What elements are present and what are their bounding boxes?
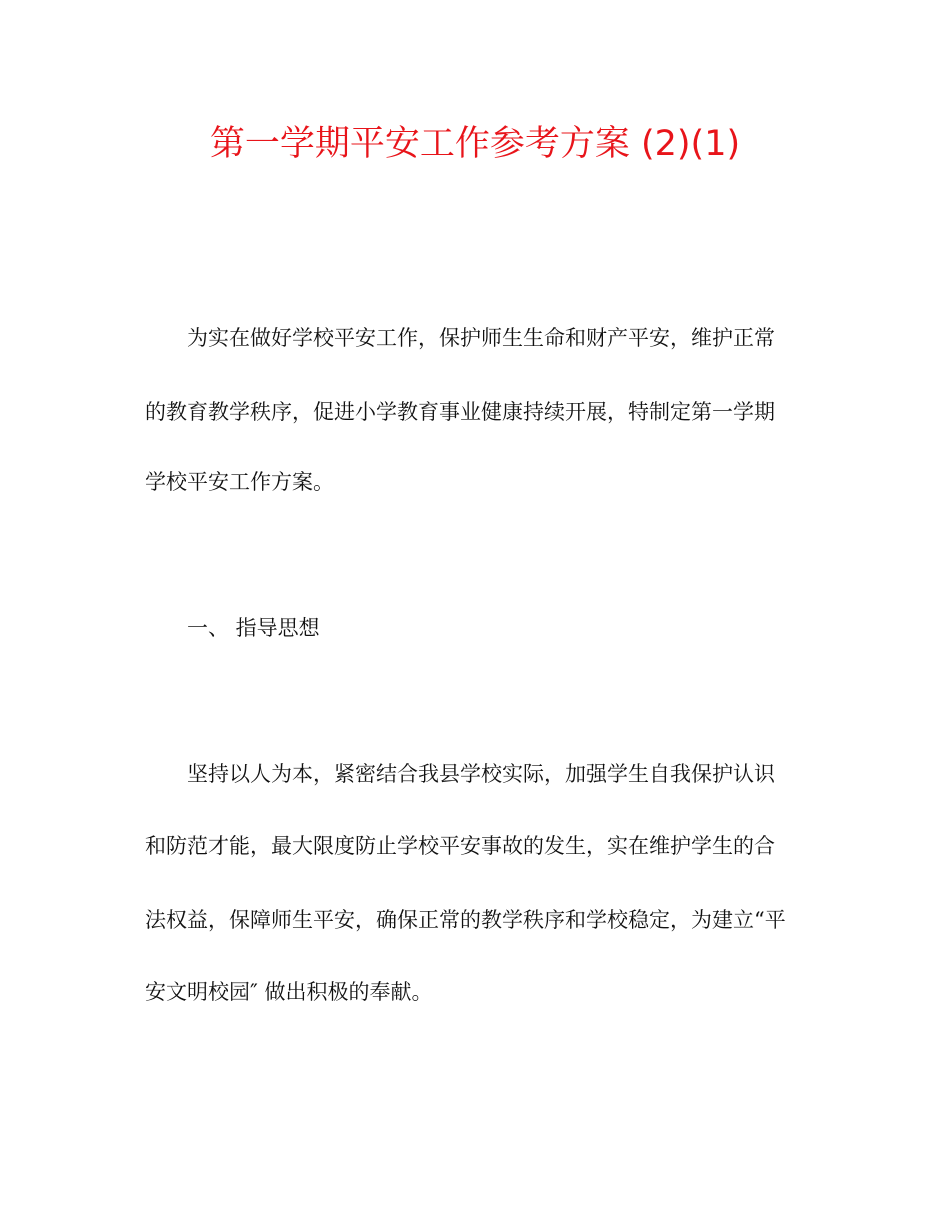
paragraph-1-line-1: 为实在做好学校平安工作，保护师生生命和财产平安，维护正常 [187, 326, 775, 350]
paragraph-2-line-2: 和防范才能，最大限度防止学校平安事故的发生，实在维护学生的合 [145, 834, 775, 858]
document-title: 第一学期平安工作参考方案 (2)(1) [209, 124, 741, 164]
section-heading-guiding-ideology: 一、 指导思想 [187, 616, 320, 640]
paragraph-1-line-2: 的教育教学秩序，促进小学教育事业健康持续开展，特制定第一学期 [145, 400, 775, 424]
paragraph-2-line-1: 坚持以人为本，紧密结合我县学校实际，加强学生自我保护认识 [187, 762, 775, 786]
paragraph-2-line-3: 法权益，保障师生平安，确保正常的教学秩序和学校稳定，为建立“平 [145, 908, 786, 932]
paragraph-2-line-4: 安文明校园″ 做出积极的奉献。 [145, 980, 433, 1004]
paragraph-1-line-3: 学校平安工作方案。 [145, 470, 334, 494]
